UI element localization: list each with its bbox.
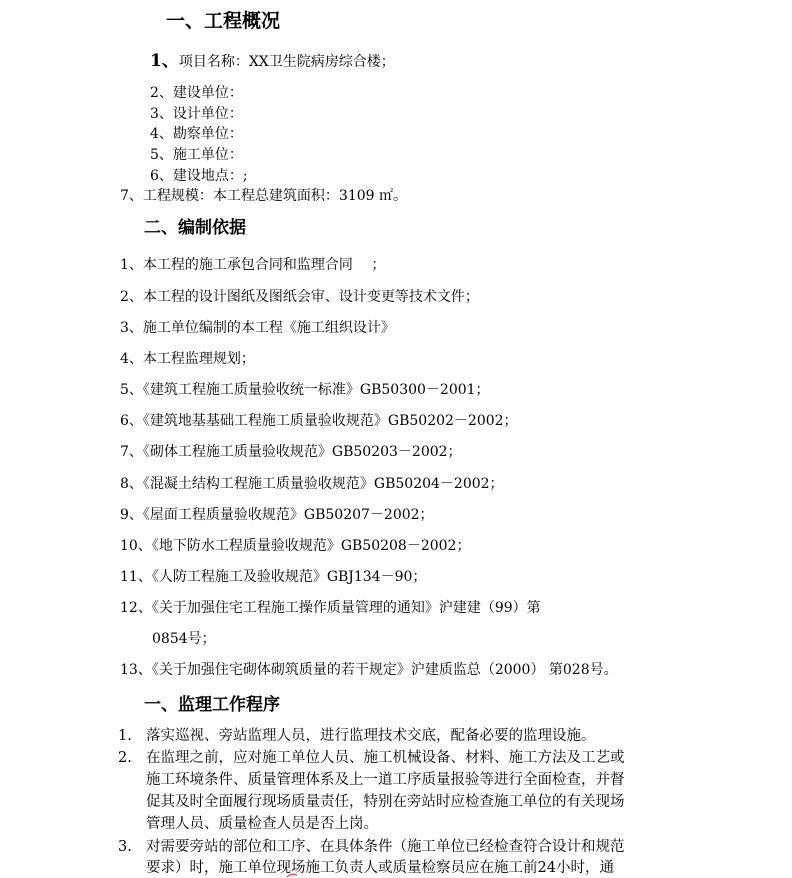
basis-item: 3、施工单位编制的本工程《施工组织设计》 <box>120 320 395 336</box>
info-item-survey-unit: 4、勘察单位： <box>150 126 243 142</box>
basis-item: 4、本工程监理规划； <box>120 351 255 367</box>
procedure-item-3-line: 要求）时，施工单位现场施工负责人或质量检察员应在施工前24小时，通 <box>146 860 614 876</box>
section-heading-supervision-procedure: 一、监理工作程序 <box>144 695 280 715</box>
red-scribble-mark <box>286 872 298 878</box>
info-item-project-scale: 7、工程规模：本工程总建筑面积：3109 ㎡。 <box>120 188 407 204</box>
info-item-design-unit: 3、设计单位： <box>150 106 243 122</box>
procedure-item-1 <box>118 727 596 745</box>
basis-item: 2、本工程的设计图纸及图纸会审、设计变更等技术文件； <box>120 289 479 305</box>
info-item-site-location: 6、建设地点：; <box>150 168 248 184</box>
basis-item: 10、《地下防水工程质量验收规范》GB50208－2002； <box>120 538 471 554</box>
section-heading-project-overview: 一、工程概况 <box>166 10 281 32</box>
project-name-text: 项目名称：XX卫生院病房综合楼； <box>178 54 395 70</box>
procedure-item-2-line: 施工环境条件、质量管理体系及上一道工序质量报验等进行全面检查，并督 <box>146 772 625 788</box>
project-name-number: 1、 <box>150 51 179 71</box>
info-item-builder-unit: 5、施工单位： <box>150 147 243 163</box>
info-item-construction-unit: 2、建设单位： <box>150 85 243 101</box>
procedure-item-2 <box>118 749 625 767</box>
basis-item: 9、《屋面工程质量验收规范》GB50207－2002； <box>120 507 434 523</box>
project-name-line <box>150 52 395 71</box>
procedure-item-text: 落实巡视、旁站监理人员，进行监理技术交底，配备必要的监理设施。 <box>146 728 596 744</box>
procedure-item-number: 1. <box>118 728 132 744</box>
basis-item: 5、《建筑工程施工质量验收统一标准》GB50300－2001； <box>120 382 490 398</box>
basis-item: 8、《混凝土结构工程施工质量验收规范》GB50204－2002； <box>120 476 504 492</box>
procedure-item-number: 2. <box>118 750 132 766</box>
procedure-item-text: 在监理之前，应对施工单位人员、施工机械设备、材料、施工方法及工艺或 <box>146 750 625 766</box>
procedure-item-3 <box>118 838 625 856</box>
basis-item: 11、《人防工程施工及验收规范》GBJ134－90； <box>120 569 427 585</box>
basis-item-continuation: 0854号； <box>152 631 216 647</box>
basis-item: 12、《关于加强住宅工程施工操作质量管理的通知》沪建建（99）第 <box>120 600 541 616</box>
procedure-item-2-line: 促其及时全面履行现场质量责任，特别在旁站时应检查施工单位的有关现场 <box>146 794 625 810</box>
procedure-item-2-line: 管理人员、质量检查人员是否上岗。 <box>146 816 378 832</box>
basis-item: 7、《砌体工程施工质量验收规范》GB50203－2002； <box>120 444 462 460</box>
basis-item: 13、《关于加强住宅砌体砌筑质量的若干规定》沪建质监总（2000） 第028号。 <box>120 662 618 678</box>
basis-item: 1、本工程的施工承包合同和监理合同 ； <box>120 257 386 273</box>
section-heading-basis: 二、编制依据 <box>144 218 246 238</box>
procedure-item-text: 对需要旁站的部位和工序、在具体条件（施工单位已经检查符合设计和规范 <box>146 839 625 855</box>
basis-item: 6、《建筑地基基础工程施工质量验收规范》GB50202－2002； <box>120 413 518 429</box>
procedure-item-number: 3. <box>118 839 132 855</box>
